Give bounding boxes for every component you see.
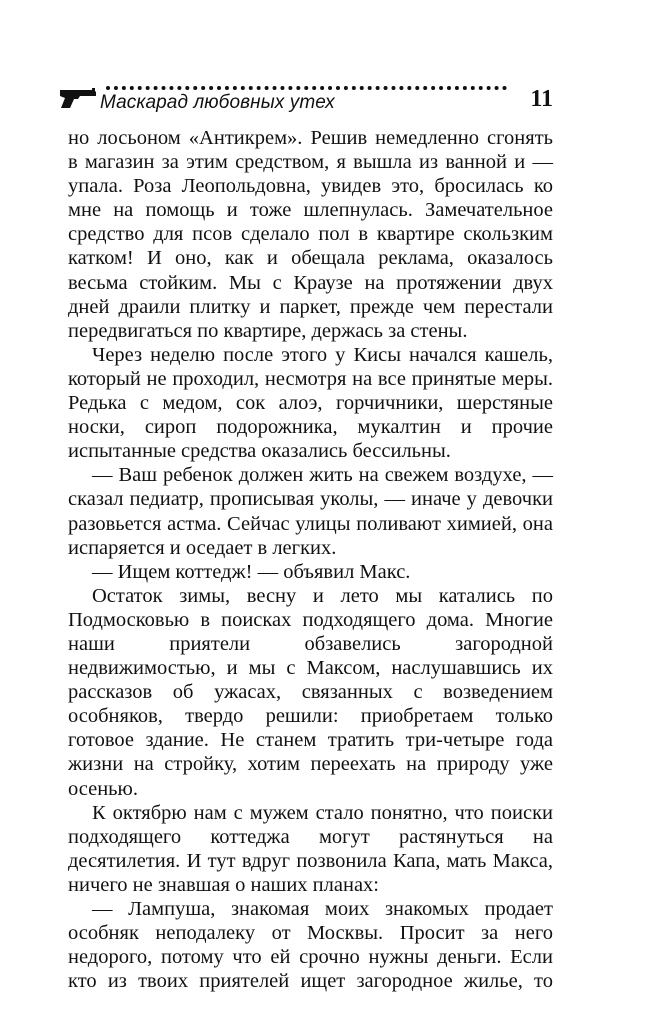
paragraph: Остаток зимы, весну и лето мы катались по Подмосковью в поисках подходящего дома. Многие наши приятели обзавелись загородной недвижимостью, и мы с Максом, наслушавшись их рассказов об ужасах, связанных с возведением особняков, твердо решили: приобретаем только готовое здание. Не станем тратить три-четыре года жизни на стройку, хотим переехать на природу уже осенью. <box>68 584 553 800</box>
paragraph: — Лампуша, знакомая моих знакомых продает особняк неподалеку от Москвы. Просит за него недорого, потому что ей срочно нужны деньги. Если кто из твоих приятелей ищет загородное жилье, то <box>68 898 553 993</box>
paragraph: — Ваш ребенок должен жить на свежем воздухе, — сказал педиатр, прописывая уколы, — иначе у девочки разовьется астма. Сейчас улицы поливают химией, она испаряется и оседает в легких. <box>68 464 553 559</box>
paragraph: но лосьоном «Антикрем». Решив немедленно сгонять в магазин за этим средством, я вышла из ванной и — упала. Роза Леопольдовна, увидев это, бросилась ко мне на помощь и тоже шлепнулась. Замечательное средство для псов сделало пол в квартире скользким катком! И оно, как и обещала реклама, оказалось весьма стойким. Мы с Краузе на протяжении двух дней драили плитку и паркет, прежде чем перестали передвигаться по квартире, держась за стены. <box>68 127 553 342</box>
paragraph: К октябрю нам с мужем стало понятно, что поиски подходящего коттеджа могут растянуться на десятилетия. И тут вдруг позвонила Капа, мать Макса, ничего не знавшая о наших планах: <box>68 801 553 896</box>
pistol-icon <box>58 86 98 110</box>
body-text <box>68 126 553 993</box>
page-number: 11 <box>530 86 553 112</box>
page-header <box>58 84 553 118</box>
paragraph: — Ищем коттедж! — объявил Макс. <box>92 560 411 583</box>
running-title: Маскарад любовных утех <box>100 92 335 113</box>
paragraph: Через неделю после этого у Кисы начался кашель, который не проходил, несмотря на все принятые меры. Редька с медом, сок алоэ, горчичники, шерстяные носки, сироп подорожника, мукалтин и прочие испытанные средства оказались бессильны. <box>68 343 553 463</box>
